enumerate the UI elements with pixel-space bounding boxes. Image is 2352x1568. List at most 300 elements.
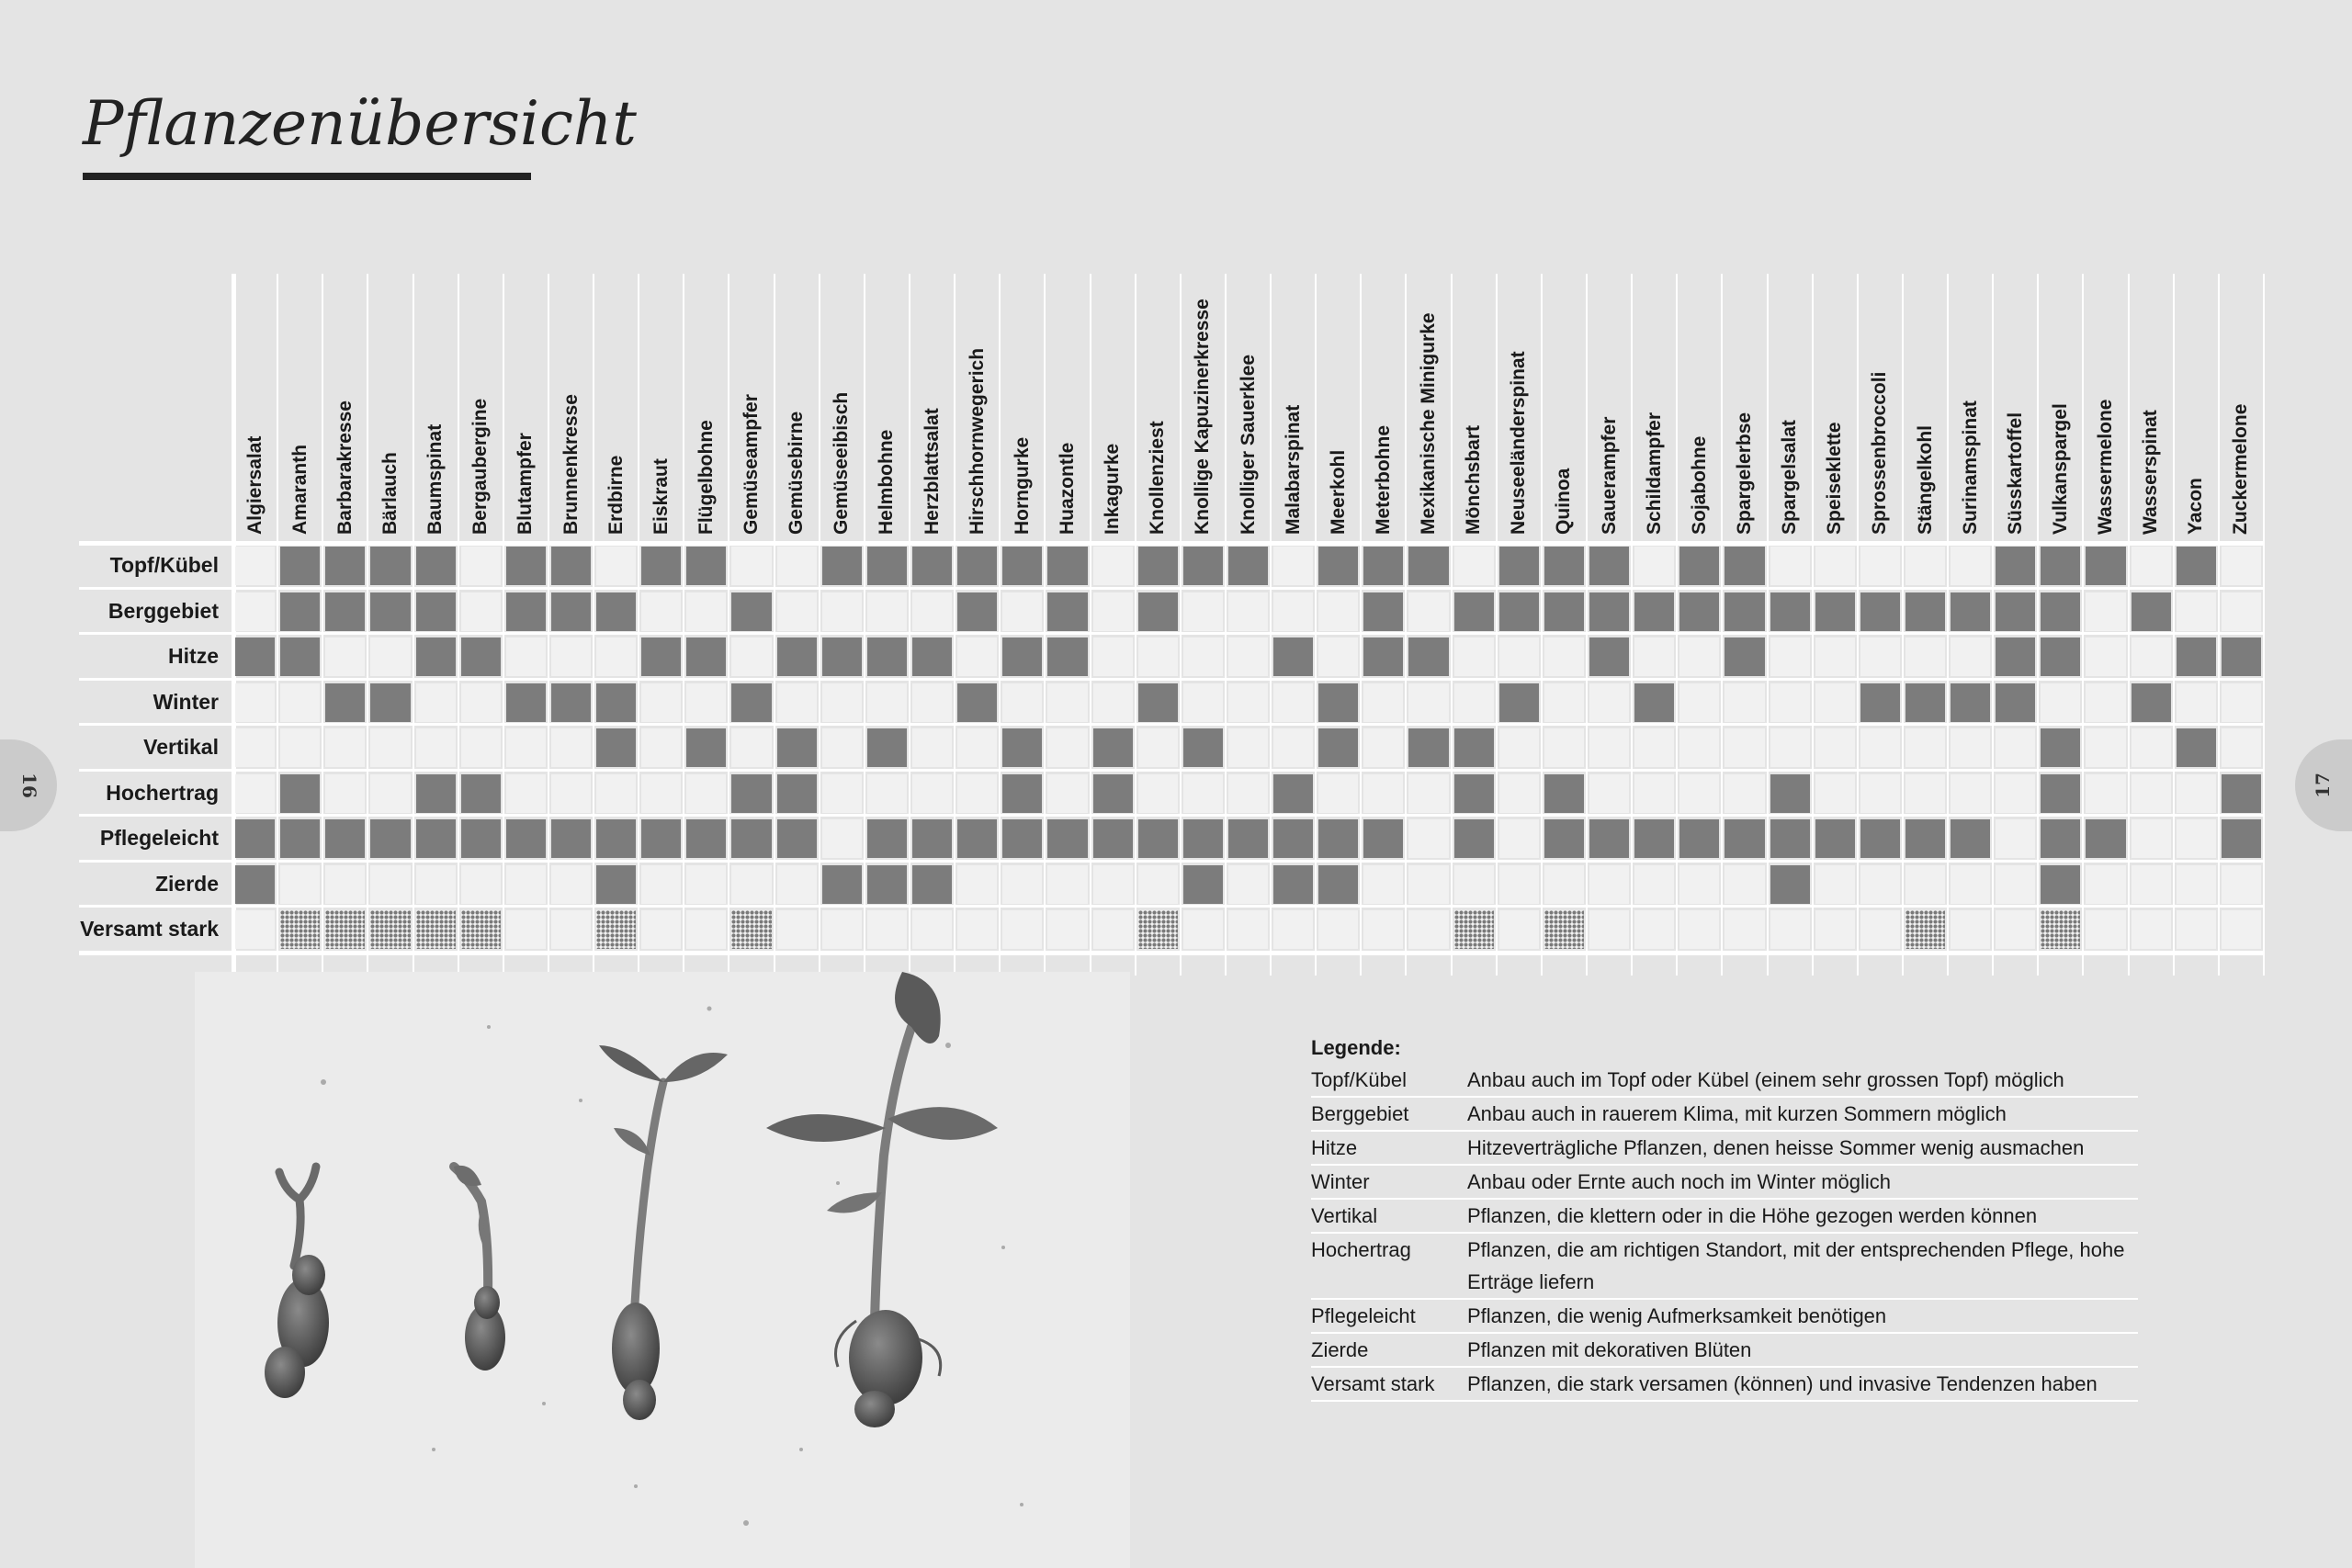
column-header: Blutampfer (514, 433, 537, 535)
matrix-cell-filled (2177, 637, 2216, 676)
matrix-cell-empty (1951, 774, 1990, 813)
matrix-cell-empty (1228, 592, 1268, 631)
column-header: Sojabohne (1688, 435, 1710, 535)
matrix-cell-filled (461, 774, 501, 813)
matrix-cell-filled (1679, 547, 1719, 585)
matrix-cell-empty (551, 774, 591, 813)
matrix-cell-empty (1860, 910, 1900, 949)
matrix-cell-filled (1363, 592, 1403, 631)
page-number-left: 16 (18, 773, 40, 798)
matrix-cell-empty (1770, 910, 1810, 949)
matrix-cell-empty (1047, 683, 1087, 722)
matrix-cell-filled (235, 637, 275, 676)
matrix-cell-empty (370, 637, 410, 676)
column-header: Sauerampfer (1598, 416, 1620, 535)
matrix-cell-empty (2132, 865, 2171, 904)
matrix-cell-empty (2041, 683, 2080, 722)
matrix-cell-dotted (2041, 910, 2080, 949)
matrix-cell-empty (235, 910, 275, 949)
matrix-cell-filled (867, 865, 907, 904)
matrix-cell-empty (641, 683, 681, 722)
matrix-cell-empty (1183, 774, 1223, 813)
legend-key: Topf/Kübel (1311, 1064, 1467, 1098)
matrix-cell-filled (641, 819, 681, 858)
row-divider (79, 905, 2264, 908)
matrix-cell-filled (1860, 683, 1900, 722)
legend-desc: Pflanzen, die klettern oder in die Höhe gezogen werden können (1467, 1200, 2138, 1234)
matrix-cell-filled (280, 637, 320, 676)
matrix-cell-filled (1002, 774, 1042, 813)
matrix-cell-filled (416, 819, 456, 858)
column-header: Gemüsebirne (786, 411, 808, 535)
matrix-cell-filled (370, 547, 410, 585)
column-divider (1767, 274, 1769, 976)
matrix-cell-empty (822, 683, 862, 722)
matrix-cell-empty (686, 910, 726, 949)
matrix-cell-empty (370, 774, 410, 813)
matrix-cell-filled (686, 547, 726, 585)
matrix-cell-empty (1454, 547, 1494, 585)
matrix-cell-empty (1408, 819, 1448, 858)
matrix-cell-empty (641, 910, 681, 949)
matrix-cell-filled (2041, 637, 2080, 676)
matrix-cell-empty (1815, 774, 1855, 813)
matrix-cell-empty (641, 774, 681, 813)
matrix-cell-empty (1408, 774, 1448, 813)
matrix-cell-filled (235, 865, 275, 904)
matrix-cell-filled (325, 683, 365, 722)
matrix-cell-empty (1951, 865, 1990, 904)
matrix-cell-filled (1770, 865, 1810, 904)
matrix-cell-empty (1724, 728, 1764, 767)
matrix-cell-empty (1273, 910, 1313, 949)
column-divider (1270, 274, 1272, 976)
matrix-cell-empty (822, 728, 862, 767)
matrix-cell-filled (2177, 728, 2216, 767)
column-header: Knollige Kapuzinerkresse (1192, 299, 1214, 535)
column-divider (638, 274, 639, 976)
column-divider (1902, 274, 1904, 976)
matrix-cell-empty (1634, 865, 1674, 904)
matrix-cell-empty (1138, 637, 1178, 676)
matrix-cell-empty (551, 637, 591, 676)
matrix-cell-empty (686, 865, 726, 904)
column-divider (1631, 274, 1633, 976)
matrix-cell-empty (1093, 637, 1133, 676)
matrix-cell-filled (1363, 547, 1403, 585)
matrix-cell-filled (2132, 683, 2171, 722)
column-header: Erdbirne (605, 455, 627, 535)
matrix-cell-filled (2132, 592, 2171, 631)
matrix-cell-empty (1589, 910, 1629, 949)
matrix-cell-empty (1454, 637, 1494, 676)
column-divider (1857, 274, 1859, 976)
matrix-cell-empty (912, 728, 952, 767)
matrix-cell-empty (2222, 910, 2261, 949)
column-header: Sprossenbroccoli (1869, 371, 1891, 535)
matrix-cell-empty (2086, 683, 2125, 722)
matrix-cell-filled (1499, 592, 1539, 631)
matrix-cell-empty (416, 865, 456, 904)
matrix-cell-empty (2222, 592, 2261, 631)
matrix-cell-filled (551, 547, 591, 585)
column-header: Inkagurke (1102, 443, 1124, 535)
matrix-cell-empty (1138, 865, 1178, 904)
matrix-cell-filled (867, 637, 907, 676)
matrix-cell-filled (1589, 637, 1629, 676)
column-header: Huazontle (1056, 442, 1078, 535)
legend-desc: Pflanzen, die am richtigen Standort, mit der entsprechenden Pflege, hohe Erträge liefern (1467, 1234, 2138, 1300)
column-header: Knollenziest (1147, 421, 1169, 535)
matrix-cell-filled (641, 637, 681, 676)
matrix-cell-empty (506, 728, 546, 767)
matrix-cell-empty (1002, 592, 1042, 631)
matrix-cell-empty (1499, 774, 1539, 813)
matrix-cell-empty (1228, 865, 1268, 904)
matrix-cell-filled (867, 547, 907, 585)
matrix-cell-empty (1996, 865, 2035, 904)
page-title: Pflanzenübersicht (83, 88, 637, 159)
matrix-cell-empty (1679, 683, 1719, 722)
matrix-cell-empty (1679, 910, 1719, 949)
matrix-cell-empty (1544, 865, 1584, 904)
row-divider (79, 632, 2264, 635)
matrix-cell-filled (1138, 547, 1178, 585)
matrix-cell-filled (1634, 592, 1674, 631)
matrix-cell-filled (1138, 819, 1178, 858)
matrix-cell-empty (1228, 728, 1268, 767)
column-header: Yacon (2185, 478, 2207, 535)
column-header: Baumspinat (424, 423, 447, 535)
matrix-cell-filled (1318, 865, 1358, 904)
legend-desc: Hitzeverträgliche Pflanzen, denen heisse Sommer wenig ausmachen (1467, 1132, 2138, 1166)
matrix-cell-empty (2177, 865, 2216, 904)
matrix-cell-empty (1454, 865, 1494, 904)
matrix-cell-filled (370, 592, 410, 631)
matrix-cell-filled (1093, 774, 1133, 813)
legend-key: Winter (1311, 1166, 1467, 1200)
matrix-cell-empty (2132, 728, 2171, 767)
matrix-cell-empty (1905, 547, 1945, 585)
column-divider (1992, 274, 1994, 976)
row-divider (79, 951, 2264, 955)
matrix-cell-empty (1093, 683, 1133, 722)
matrix-cell-filled (1544, 592, 1584, 631)
matrix-cell-filled (912, 865, 952, 904)
matrix-cell-empty (912, 910, 952, 949)
matrix-cell-empty (280, 728, 320, 767)
matrix-cell-filled (416, 547, 456, 585)
matrix-cell-filled (1589, 592, 1629, 631)
matrix-cell-filled (416, 637, 456, 676)
matrix-cell-filled (461, 819, 501, 858)
matrix-cell-empty (1273, 683, 1313, 722)
column-divider (2128, 274, 2130, 976)
legend-key: Pflegeleicht (1311, 1300, 1467, 1334)
legend-item (1311, 1166, 2138, 1200)
matrix-cell-empty (1408, 592, 1448, 631)
matrix-cell-filled (1770, 592, 1810, 631)
matrix-cell-empty (370, 865, 410, 904)
matrix-cell-filled (1093, 819, 1133, 858)
row-divider (79, 678, 2264, 681)
matrix-cell-empty (957, 637, 997, 676)
matrix-cell-empty (1589, 865, 1629, 904)
column-header: Bärlauch (379, 452, 401, 535)
matrix-cell-filled (325, 547, 365, 585)
column-header: Süsskartoffel (2004, 412, 2026, 535)
matrix-cell-dotted (461, 910, 501, 949)
matrix-cell-filled (1996, 547, 2035, 585)
legend-title: Legende: (1311, 1036, 1401, 1059)
matrix-cell-empty (280, 683, 320, 722)
matrix-cell-empty (641, 865, 681, 904)
matrix-cell-filled (325, 819, 365, 858)
matrix-cell-empty (1860, 728, 1900, 767)
matrix-cell-filled (1318, 683, 1358, 722)
matrix-cell-empty (1093, 592, 1133, 631)
legend-item (1311, 1064, 2138, 1098)
matrix-cell-filled (912, 547, 952, 585)
matrix-cell-filled (731, 819, 771, 858)
column-divider (2263, 274, 2265, 976)
matrix-cell-empty (1228, 637, 1268, 676)
matrix-cell-empty (1996, 774, 2035, 813)
matrix-cell-empty (1047, 865, 1087, 904)
column-header: Vulkanspargel (2049, 403, 2071, 535)
matrix-cell-dotted (1544, 910, 1584, 949)
row-divider (79, 587, 2264, 590)
matrix-cell-filled (1183, 728, 1223, 767)
matrix-cell-empty (1634, 637, 1674, 676)
matrix-cell-empty (1047, 774, 1087, 813)
matrix-cell-filled (2222, 774, 2261, 813)
matrix-cell-filled (506, 547, 546, 585)
column-divider (999, 274, 1001, 976)
matrix-cell-filled (1363, 637, 1403, 676)
matrix-cell-empty (2086, 774, 2125, 813)
matrix-cell-empty (777, 592, 817, 631)
matrix-cell-empty (1905, 865, 1945, 904)
matrix-cell-empty (2086, 592, 2125, 631)
matrix-cell-filled (1951, 819, 1990, 858)
matrix-cell-filled (1002, 728, 1042, 767)
column-divider (2082, 274, 2084, 976)
matrix-cell-empty (1273, 728, 1313, 767)
matrix-cell-filled (1138, 592, 1178, 631)
column-divider (1225, 274, 1227, 976)
matrix-cell-filled (506, 683, 546, 722)
matrix-cell-filled (822, 865, 862, 904)
matrix-cell-empty (1815, 865, 1855, 904)
matrix-cell-empty (2132, 819, 2171, 858)
title-underline (83, 173, 531, 180)
column-header: Meterbohne (1372, 424, 1394, 535)
matrix-cell-empty (1499, 910, 1539, 949)
matrix-cell-empty (957, 774, 997, 813)
column-divider (1451, 274, 1453, 976)
matrix-cell-dotted (416, 910, 456, 949)
matrix-cell-empty (867, 774, 907, 813)
column-divider (1496, 274, 1498, 976)
column-divider (548, 274, 549, 976)
matrix-cell-filled (1093, 728, 1133, 767)
matrix-cell-empty (325, 865, 365, 904)
column-divider (277, 274, 278, 976)
legend-desc: Anbau auch in rauerem Klima, mit kurzen Sommern möglich (1467, 1098, 2138, 1132)
column-divider (1315, 274, 1317, 976)
matrix-cell-filled (1860, 819, 1900, 858)
matrix-cell-filled (1951, 592, 1990, 631)
matrix-cell-empty (2177, 683, 2216, 722)
matrix-cell-empty (2086, 910, 2125, 949)
matrix-cell-empty (1183, 637, 1223, 676)
matrix-cell-empty (1093, 547, 1133, 585)
column-divider (1135, 274, 1136, 976)
matrix-cell-empty (731, 728, 771, 767)
matrix-cell-filled (1408, 547, 1448, 585)
matrix-cell-empty (1679, 865, 1719, 904)
column-divider (774, 274, 775, 976)
matrix-cell-empty (1273, 547, 1313, 585)
row-divider (79, 541, 2264, 546)
matrix-cell-filled (822, 637, 862, 676)
matrix-cell-empty (506, 910, 546, 949)
matrix-cell-filled (2041, 819, 2080, 858)
matrix-cell-filled (1363, 819, 1403, 858)
matrix-cell-empty (1408, 683, 1448, 722)
matrix-cell-filled (1273, 774, 1313, 813)
column-header: Eiskraut (650, 458, 672, 535)
matrix-cell-empty (1724, 865, 1764, 904)
matrix-cell-filled (1273, 637, 1313, 676)
matrix-cell-empty (461, 592, 501, 631)
column-header: Herzblattsalat (921, 408, 943, 535)
matrix-cell-dotted (280, 910, 320, 949)
matrix-cell-filled (1454, 819, 1494, 858)
matrix-cell-filled (235, 819, 275, 858)
column-divider (2218, 274, 2220, 976)
legend-key: Versamt stark (1311, 1368, 1467, 1402)
matrix-cell-empty (1047, 910, 1087, 949)
matrix-cell-filled (1002, 637, 1042, 676)
matrix-cell-filled (1047, 819, 1087, 858)
matrix-cell-dotted (731, 910, 771, 949)
legend-key: Zierde (1311, 1334, 1467, 1368)
matrix-cell-empty (912, 683, 952, 722)
matrix-cell-empty (1183, 592, 1223, 631)
matrix-cell-filled (957, 547, 997, 585)
matrix-cell-empty (1634, 728, 1674, 767)
column-header: Spargelerbse (1733, 412, 1755, 535)
matrix-cell-empty (822, 910, 862, 949)
row-header: Hochertrag (106, 780, 219, 805)
matrix-cell-empty (822, 774, 862, 813)
matrix-cell-empty (1002, 865, 1042, 904)
legend-item (1311, 1132, 2138, 1166)
matrix-cell-filled (461, 637, 501, 676)
matrix-cell-empty (1770, 728, 1810, 767)
matrix-cell-filled (1589, 547, 1629, 585)
matrix-cell-empty (686, 774, 726, 813)
matrix-cell-filled (551, 819, 591, 858)
matrix-cell-filled (2222, 819, 2261, 858)
matrix-cell-dotted (370, 910, 410, 949)
matrix-cell-empty (1318, 592, 1358, 631)
matrix-cell-empty (1860, 774, 1900, 813)
matrix-cell-empty (1499, 819, 1539, 858)
matrix-cell-filled (280, 774, 320, 813)
matrix-cell-filled (1454, 728, 1494, 767)
matrix-cell-dotted (1138, 910, 1178, 949)
column-divider (819, 274, 820, 976)
row-header: Winter (153, 689, 219, 714)
matrix-cell-empty (416, 728, 456, 767)
matrix-cell-empty (1770, 547, 1810, 585)
matrix-cell-filled (1408, 637, 1448, 676)
matrix-cell-empty (1815, 547, 1855, 585)
matrix-cell-empty (1183, 683, 1223, 722)
column-divider (503, 274, 504, 976)
matrix-cell-filled (1318, 547, 1358, 585)
matrix-cell-empty (731, 865, 771, 904)
page-number-right: 17 (2312, 773, 2334, 798)
matrix-cell-empty (1724, 683, 1764, 722)
matrix-cell-filled (1634, 683, 1674, 722)
matrix-cell-empty (2177, 592, 2216, 631)
matrix-cell-filled (1002, 819, 1042, 858)
matrix-cell-filled (686, 819, 726, 858)
matrix-cell-empty (2132, 774, 2171, 813)
matrix-cell-filled (1634, 819, 1674, 858)
matrix-cell-empty (686, 683, 726, 722)
matrix-cell-empty (1138, 774, 1178, 813)
column-header: Surinamspinat (1959, 400, 1981, 535)
matrix-cell-empty (596, 774, 636, 813)
matrix-cell-empty (1770, 683, 1810, 722)
matrix-cell-empty (2086, 728, 2125, 767)
matrix-cell-empty (1454, 683, 1494, 722)
matrix-cell-filled (1724, 637, 1764, 676)
matrix-cell-empty (416, 683, 456, 722)
matrix-cell-empty (1589, 728, 1629, 767)
matrix-cell-filled (912, 637, 952, 676)
matrix-cell-empty (641, 592, 681, 631)
column-header: Gemüseampfer (741, 394, 763, 535)
matrix-cell-filled (280, 592, 320, 631)
matrix-cell-empty (1996, 728, 2035, 767)
column-header: Mexikanische Minigurke (1418, 312, 1440, 535)
matrix-cell-empty (1183, 910, 1223, 949)
matrix-cell-filled (1679, 592, 1719, 631)
matrix-cell-filled (2041, 547, 2080, 585)
column-divider (1812, 274, 1814, 976)
legend-key: Hochertrag (1311, 1234, 1467, 1300)
matrix-cell-empty (2132, 910, 2171, 949)
matrix-cell-empty (2222, 683, 2261, 722)
matrix-cell-empty (461, 683, 501, 722)
column-divider (1947, 274, 1949, 976)
column-header: Mönchsbart (1463, 424, 1485, 535)
legend (1311, 1032, 2138, 1402)
matrix-cell-filled (506, 592, 546, 631)
column-divider (2037, 274, 2039, 976)
column-divider (367, 274, 368, 976)
matrix-cell-filled (686, 637, 726, 676)
column-divider (593, 274, 594, 976)
matrix-cell-empty (235, 683, 275, 722)
column-divider (2173, 274, 2175, 976)
